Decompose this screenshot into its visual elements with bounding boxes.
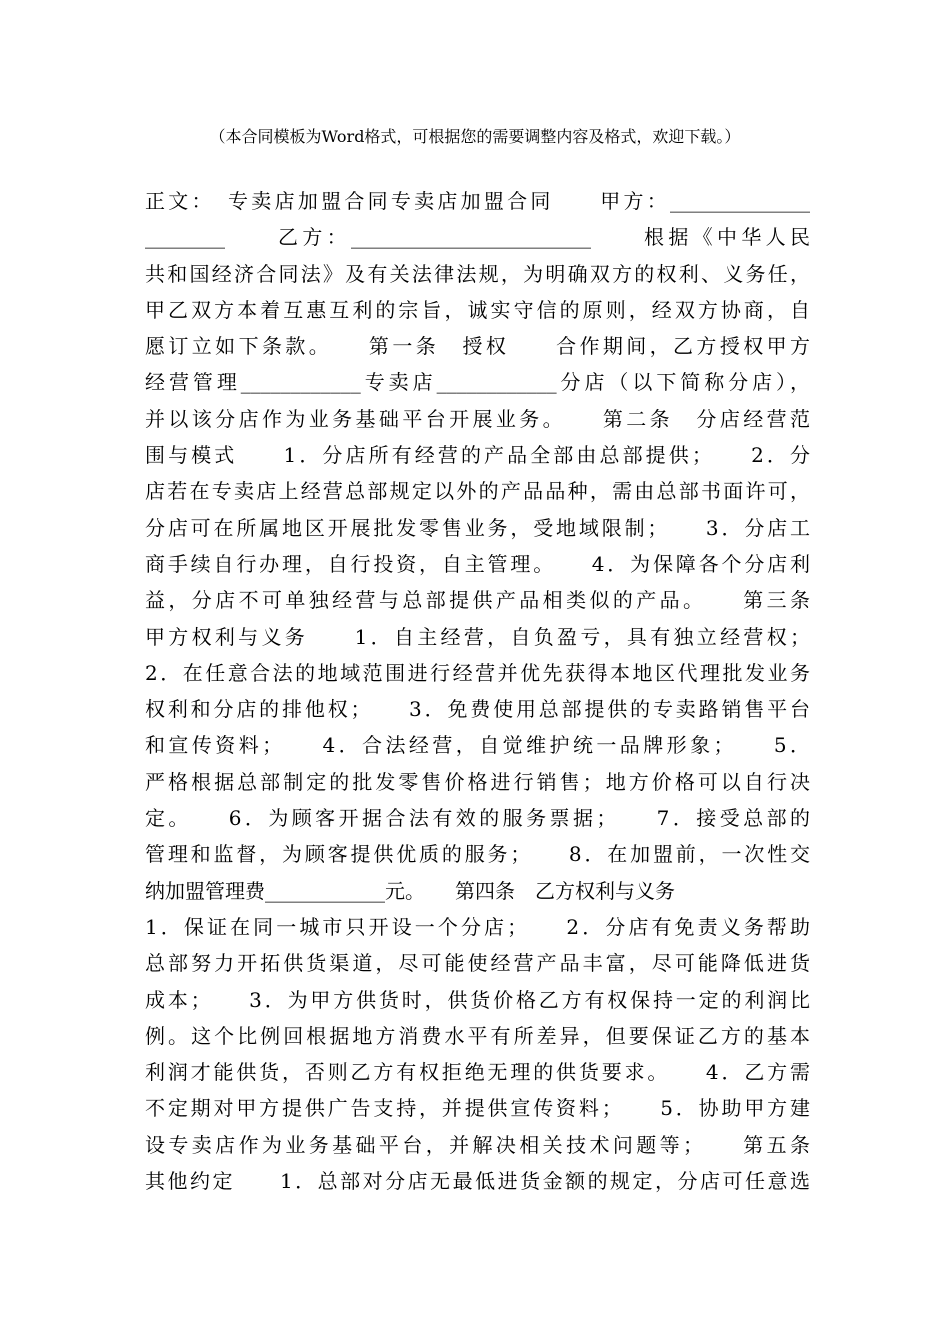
body-line: 1．保证在同一城市只开设一个分店； 2．分店有免责义务帮助 <box>145 914 810 939</box>
body-line: 共和国经济合同法》及有关法律法规，为明确双方的权利、义务任， <box>145 261 810 286</box>
body-line: 2．在任意合法的地域范围进行经营并优先获得本地区代理批发业务 <box>145 660 810 685</box>
body-line: 并以该分店作为业务基础平台开展业务。 第二条 分店经营范 <box>145 406 810 431</box>
body-line: 其他约定 1．总部对分店无最低进货金额的规定，分店可任意选 <box>145 1169 810 1194</box>
body-line: 例。这个比例回根据地方消费水平有所差异，但要保证乙方的基本 <box>145 1023 810 1048</box>
body-line: 甲乙双方本着互惠互利的宗旨，诚实守信的原则，经双方协商，自 <box>145 297 810 322</box>
template-note: （本合同模板为Word格式，可根据您的需要调整内容及格式，欢迎下载。） <box>209 127 741 146</box>
body-line: 定。 6．为顾客开据合法有效的服务票据； 7．接受总部的 <box>145 806 810 831</box>
body-line: 愿订立如下条款。 第一条 授权 合作期间，乙方授权甲方 <box>145 334 810 359</box>
body-line: 权利和分店的排他权； 3．免费使用总部提供的专卖路销售平台 <box>145 697 810 722</box>
body-line: 利润才能供货，否则乙方有权拒绝无理的供货要求。 4．乙方需 <box>145 1060 810 1085</box>
body-line: 分店可在所属地区开展批发零售业务，受地域限制； 3．分店工 <box>145 515 810 540</box>
body-line: 总部努力开拓供货渠道，尽可能使经营产品丰富，尽可能降低进货 <box>145 951 810 976</box>
body-line: 益，分店不可单独经营与总部提供产品相类似的产品。 第三条 <box>145 588 810 613</box>
body-line: 店若在专卖店上经营总部规定以外的产品品种，需由总部书面许可， <box>145 479 810 504</box>
body-line: 管理和监督，为顾客提供优质的服务； 8．在加盟前，一次性交 <box>145 842 810 867</box>
body-line: ________ 乙方：________________________ 根据《中华人民 <box>145 225 810 250</box>
body-line: 不定期对甲方提供广告支持，并提供宣传资料； 5．协助甲方建 <box>145 1096 810 1121</box>
body-line: 设专卖店作为业务基础平台，并解决相关技术问题等； 第五条 <box>145 1132 810 1157</box>
body-line: 正文： 专卖店加盟合同专卖店加盟合同 甲方：______________ <box>145 189 810 213</box>
body-line: 纳加盟管理费____________元。 第四条 乙方权利与义务 <box>145 878 675 903</box>
body-line: 甲方权利与义务 1．自主经营，自负盈亏，具有独立经营权； <box>145 624 810 649</box>
contract-body <box>145 183 810 1199</box>
body-line: 和宣传资料； 4．合法经营，自觉维护统一品牌形象； 5． <box>145 733 810 758</box>
body-line: 严格根据总部制定的批发零售价格进行销售；地方价格可以自行决 <box>145 769 810 794</box>
body-line: 成本； 3．为甲方供货时，供货价格乙方有权保持一定的利润比 <box>145 987 810 1012</box>
body-line: 商手续自行办理，自行投资，自主管理。 4．为保障各个分店利 <box>145 551 810 576</box>
body-line: 经营管理____________专卖店____________分店（以下简称分店）， <box>145 370 810 395</box>
body-line: 围与模式 1．分店所有经营的产品全部由总部提供； 2．分 <box>145 443 810 468</box>
